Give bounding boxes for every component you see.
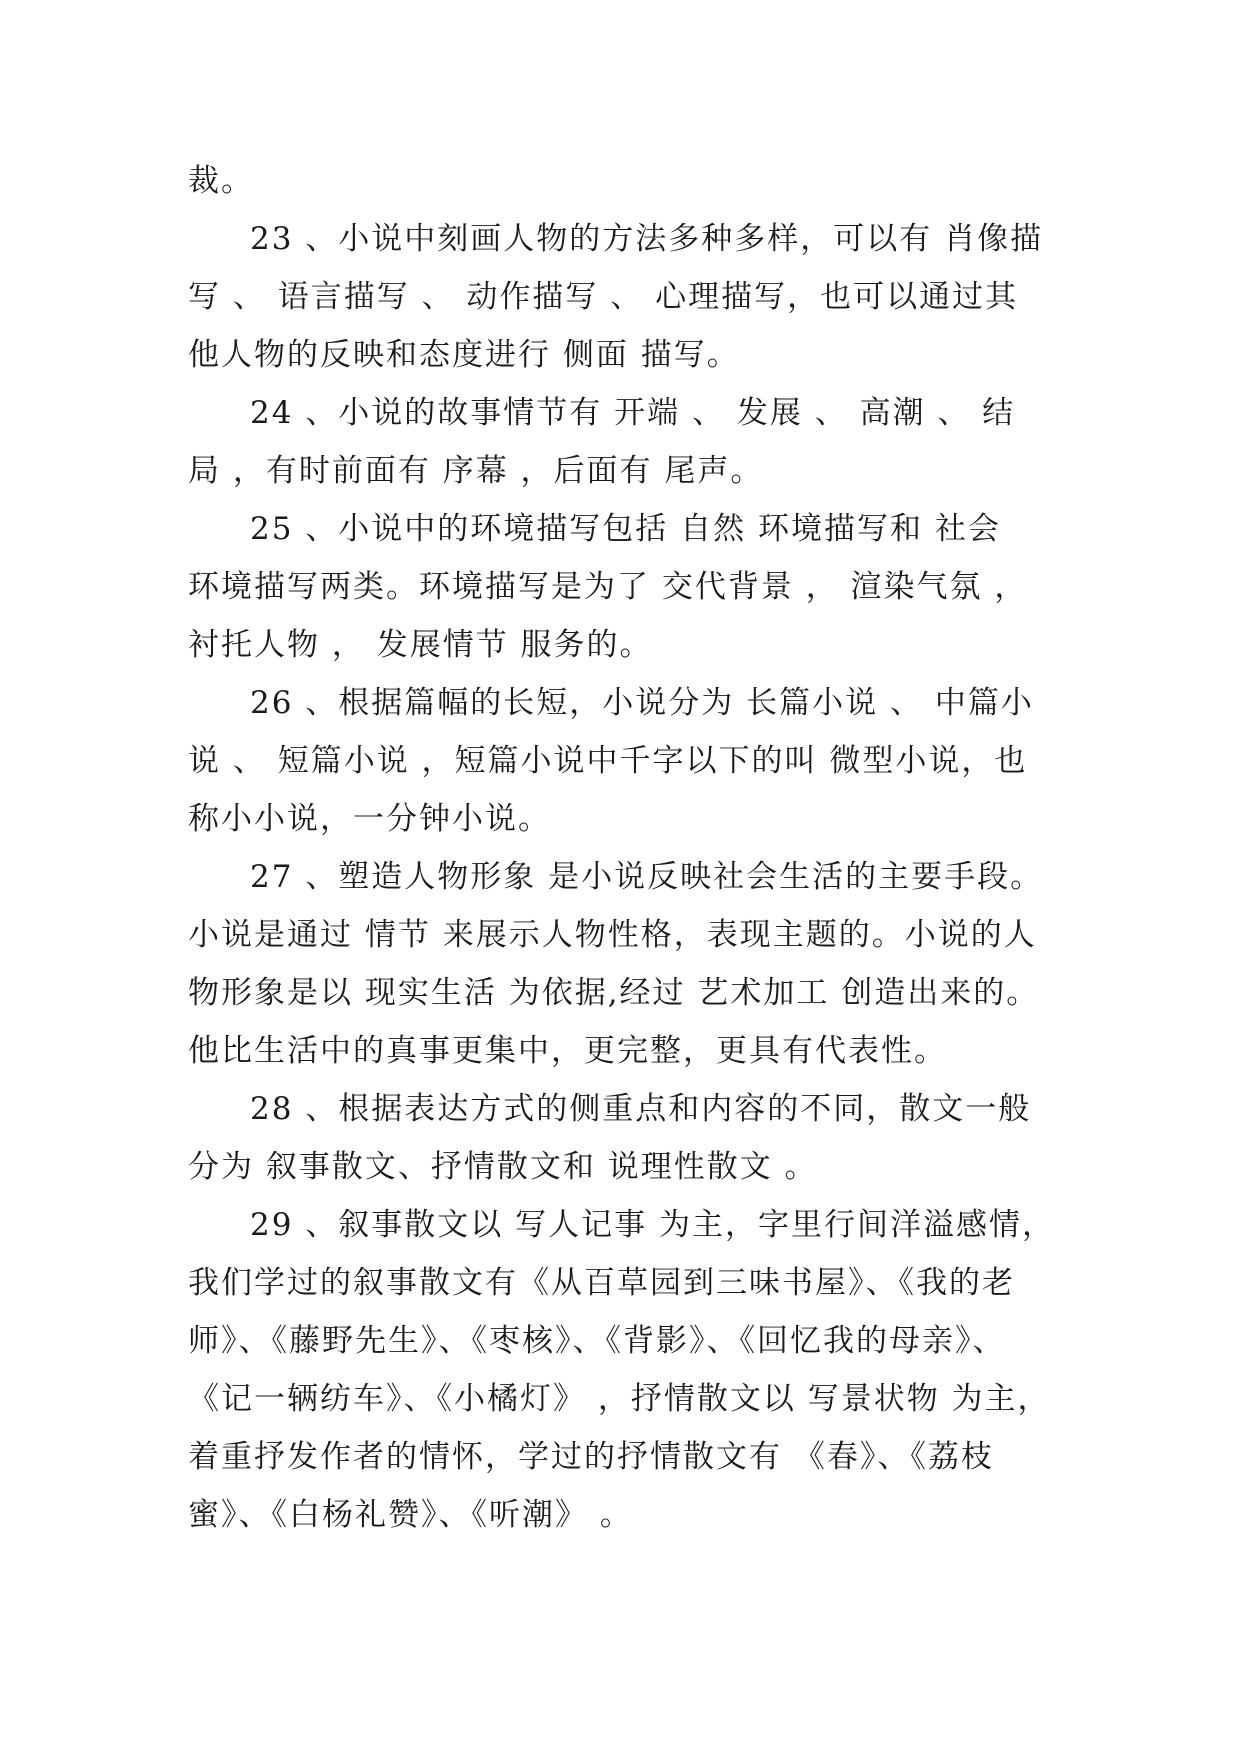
paragraph-28-line-1: 28 、根据表达方式的侧重点和内容的不同，散文一般 [250, 1091, 1032, 1127]
text-line: 分为 叙事散文、抒情散文和 说理性散文 。 [188, 1149, 818, 1185]
paragraph-29-line-1: 29 、叙事散文以 写人记事 为主，字里行间洋溢感情， [250, 1207, 1056, 1243]
text-line: 裁。 [188, 163, 254, 199]
paragraph-27-line-1: 27 、塑造人物形象 是小说反映社会生活的主要手段。 [250, 859, 1044, 895]
text-line: 小说是通过 情节 来展示人物性格，表现主题的。小说的人 [188, 917, 1037, 953]
text-line: 说 、 短篇小说 ，短篇小说中千字以下的叫 微型小说，也 [188, 743, 1028, 779]
paragraph-24-line-1: 24 、小说的故事情节有 开端 、 发展 、 高潮 、 结 [250, 395, 1016, 431]
text-line: 写 、 语言描写 、 动作描写 、 心理描写，也可以通过其 [188, 279, 1019, 315]
text-line: 《记一辆纺车》、《小橘灯》 ，抒情散文以 写景状物 为主， [188, 1381, 1051, 1417]
paragraph-26-line-1: 26 、根据篇幅的长短，小说分为 长篇小说 、 中篇小 [250, 685, 1034, 721]
text-line: 环境描写两类。环境描写是为了 交代背景 ， 渲染气氛 ， [188, 569, 1028, 605]
text-line: 局 ，有时前面有 序幕 ，后面有 尾声。 [188, 453, 764, 489]
paragraph-23-line-1: 23 、小说中刻画人物的方法多种多样，可以有 肖像描 [250, 221, 1044, 257]
text-line: 称小小说，一分钟小说。 [188, 801, 551, 837]
text-line: 物形象是以 现实生活 为依据,经过 艺术加工 创造出来的。 [188, 975, 1040, 1011]
text-line: 他比生活中的真事更集中，更完整，更具有代表性。 [188, 1033, 947, 1069]
text-line: 蜜》、《白杨礼赞》、《听潮》 。 [188, 1497, 633, 1533]
text-line: 他人物的反映和态度进行 侧面 描写。 [188, 337, 740, 373]
text-line: 我们学过的叙事散文有《从百草园到三味书屋》、《我的老 [188, 1265, 1015, 1301]
text-line: 师》、《藤野先生》、《枣核》、《背影》、《回忆我的母亲》、 [188, 1323, 1006, 1359]
document-body [188, 152, 1058, 1544]
paragraph-25-line-1: 25 、小说中的环境描写包括 自然 环境描写和 社会 [250, 511, 1001, 547]
text-line: 衬托人物 ， 发展情节 服务的。 [188, 627, 653, 663]
text-line: 着重抒发作者的情怀，学过的抒情散文有 《春》、《荔枝 [188, 1439, 994, 1475]
